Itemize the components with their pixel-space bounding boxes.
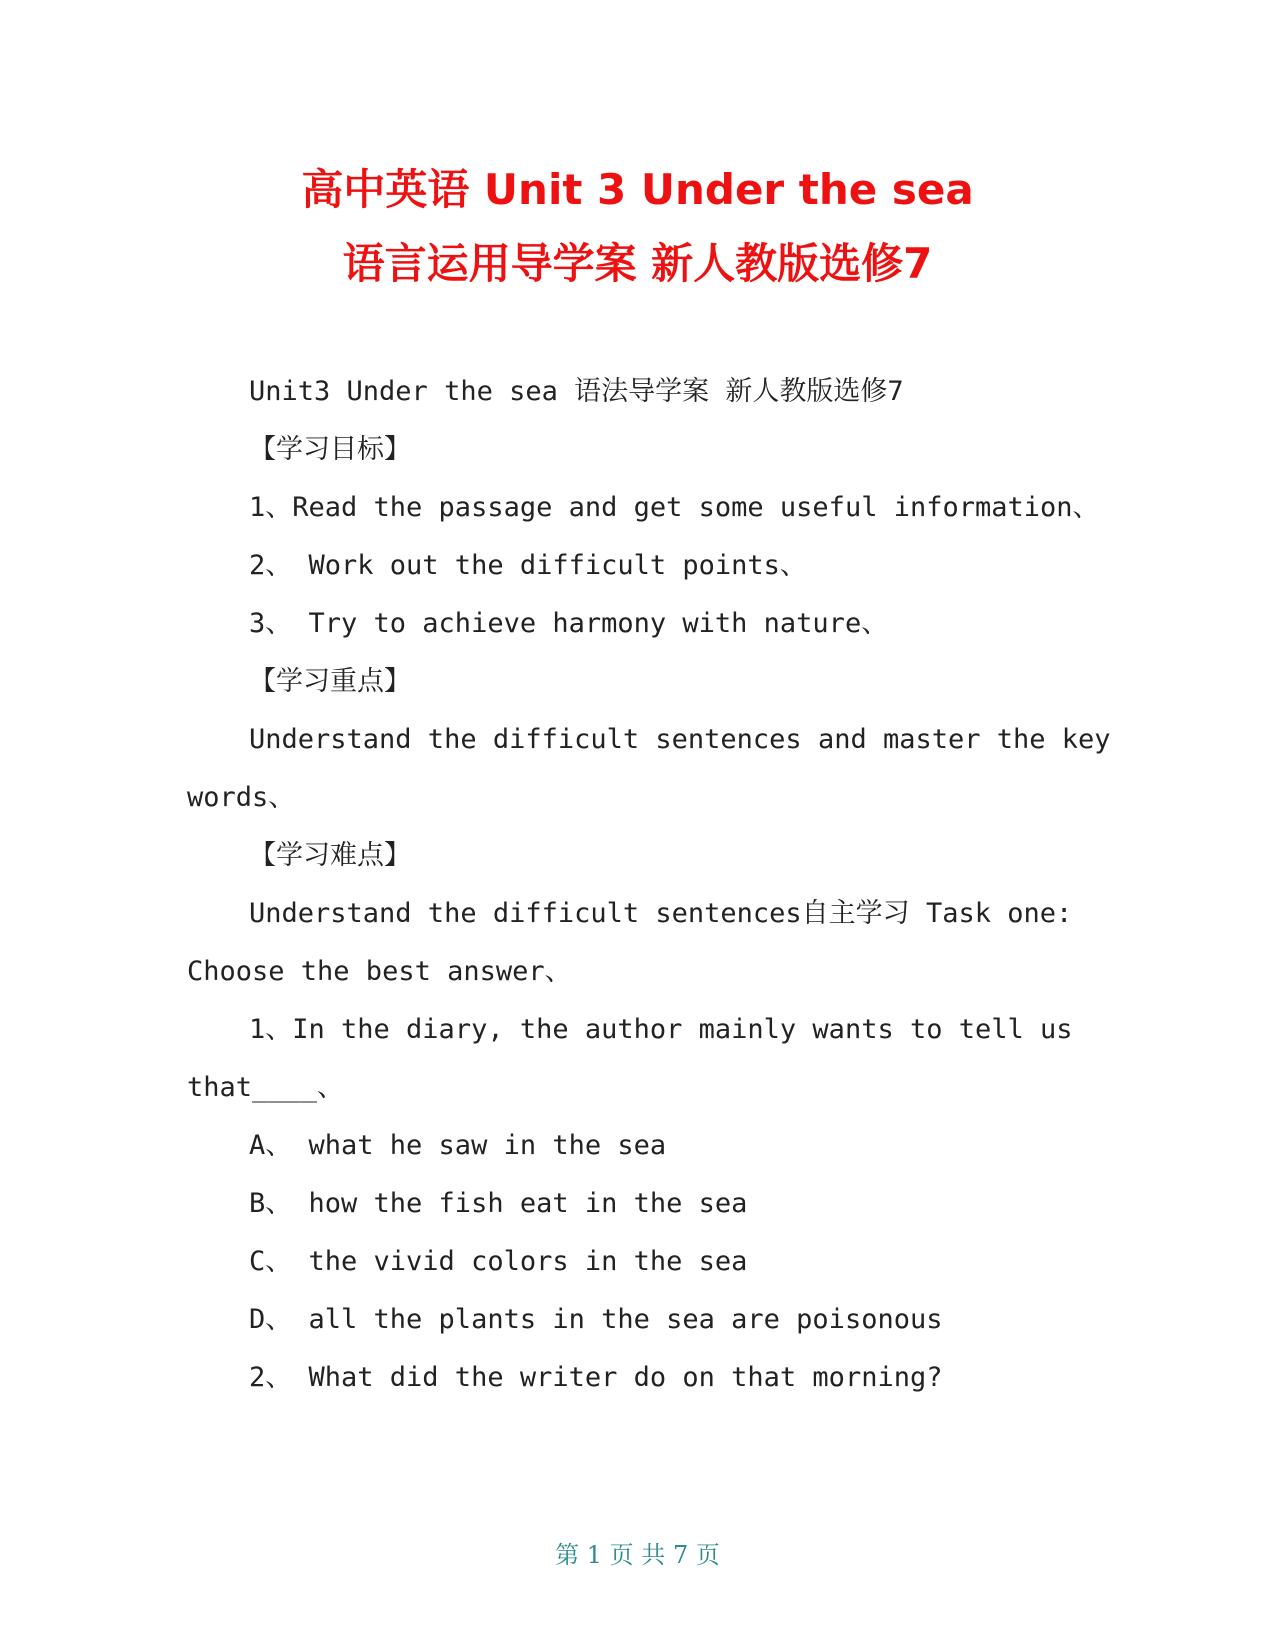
objective-item-1: 1、Read the passage and get some useful information、 <box>249 492 1100 523</box>
objective-item-2: 2、 Work out the difficult points、 <box>249 550 807 581</box>
option-a: A、 what he saw in the sea <box>249 1130 667 1161</box>
key-points-text-continued: words、 <box>187 782 296 813</box>
question-1-continued: that____、 <box>187 1072 345 1103</box>
page-number-footer: 第 1 页 共 7 页 <box>555 1541 720 1569</box>
section-heading-key-points: 【学习重点】 <box>249 666 411 697</box>
difficulties-text: Understand the difficult sentences自主学习 Task one: <box>249 898 1073 929</box>
option-c: C、 the vivid colors in the sea <box>249 1246 748 1277</box>
option-b: B、 how the fish eat in the sea <box>249 1188 748 1219</box>
objective-item-3: 3、 Try to achieve harmony with nature、 <box>249 608 889 639</box>
key-points-text: Understand the difficult sentences and master the key <box>249 724 1111 755</box>
option-d: D、 all the plants in the sea are poisonous <box>249 1304 943 1335</box>
document-title-line-2: 语言运用导学案 新人教版选修7 <box>342 239 933 288</box>
section-heading-objectives: 【学习目标】 <box>249 434 411 465</box>
section-heading-difficulties: 【学习难点】 <box>249 840 411 871</box>
task-instruction: Choose the best answer、 <box>187 956 572 987</box>
document-title-line-1: 高中英语 Unit 3 Under the sea <box>301 165 974 214</box>
question-2: 2、 What did the writer do on that morning? <box>249 1362 943 1393</box>
subtitle-line: Unit3 Under the sea 语法导学案 新人教版选修7 <box>249 376 904 407</box>
question-1: 1、In the diary, the author mainly wants to tell us <box>249 1014 1073 1045</box>
